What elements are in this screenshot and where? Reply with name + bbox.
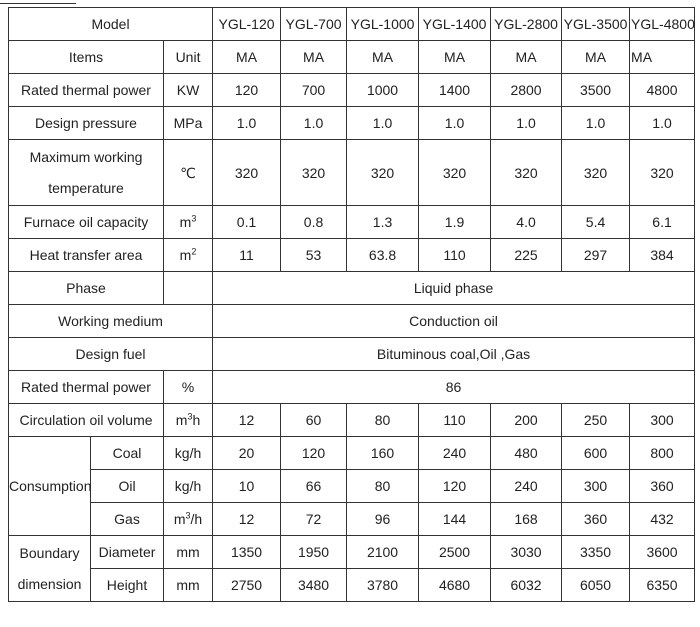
row-unit — [164, 503, 213, 536]
model-name: YGL-2800 — [491, 8, 562, 41]
row-unit: mm — [164, 569, 213, 602]
row-label: Furnace oil capacity — [9, 206, 164, 239]
row-label-line: Maximum working — [29, 148, 143, 165]
cell-value: 1.9 — [419, 206, 491, 239]
cell-value: 80 — [347, 470, 419, 503]
group-label-line: Boundary — [19, 544, 80, 561]
table-row — [9, 272, 695, 305]
cell-value: 2100 — [347, 536, 419, 569]
table-row — [9, 569, 695, 602]
row-label: Heat transfer area — [9, 239, 164, 272]
cell-value: 297 — [562, 239, 630, 272]
cell-value: 120 — [419, 470, 491, 503]
table-row — [9, 338, 695, 371]
table-row — [9, 305, 695, 338]
sub-label: Oil — [91, 470, 164, 503]
merged-value: 86 — [213, 371, 695, 404]
cell-value: 300 — [630, 404, 695, 437]
table-row — [9, 470, 695, 503]
row-label-line: temperature — [48, 179, 124, 196]
row-label: Rated thermal power — [9, 371, 164, 404]
model-name: YGL-120 — [213, 8, 281, 41]
header-model: Model — [9, 8, 213, 41]
cell-value: 6050 — [562, 569, 630, 602]
cell-value: 320 — [491, 140, 562, 206]
row-label: Phase — [9, 272, 164, 305]
model-suffix: MA — [213, 41, 281, 74]
model-name: YGL-700 — [281, 8, 347, 41]
cell-value: 600 — [562, 437, 630, 470]
cell-value: 200 — [491, 404, 562, 437]
cell-value: 3600 — [630, 536, 695, 569]
row-label: Circulation oil volume — [9, 404, 164, 437]
cell-value: 4680 — [419, 569, 491, 602]
unit-base: m — [175, 412, 188, 428]
row-unit: MPa — [164, 107, 213, 140]
cell-value: 320 — [281, 140, 347, 206]
unit-base: m — [179, 214, 192, 230]
cell-value: 240 — [419, 437, 491, 470]
group-label-line: dimension — [17, 575, 82, 592]
model-name: YGL-3500 — [562, 8, 630, 41]
unit-sup: 2 — [191, 246, 197, 257]
cell-value: 300 — [562, 470, 630, 503]
table-row — [9, 41, 695, 74]
cell-value: 320 — [213, 140, 281, 206]
row-unit — [164, 206, 213, 239]
header-items: Items — [9, 41, 164, 74]
cell-value: 320 — [562, 140, 630, 206]
cell-value: 80 — [347, 404, 419, 437]
cell-value: 3350 — [562, 536, 630, 569]
cell-value: 3780 — [347, 569, 419, 602]
row-unit: kg/h — [164, 437, 213, 470]
table-row — [9, 8, 695, 41]
cell-value: 60 — [281, 404, 347, 437]
row-label: Working medium — [9, 305, 213, 338]
row-unit: % — [164, 371, 213, 404]
cell-value: 5.4 — [562, 206, 630, 239]
cell-value: 10 — [213, 470, 281, 503]
cell-value: 320 — [419, 140, 491, 206]
table-row — [9, 536, 695, 569]
cell-value: 1400 — [419, 74, 491, 107]
unit-base: m — [173, 511, 186, 527]
cell-value: 320 — [347, 140, 419, 206]
model-suffix: MA — [281, 41, 347, 74]
cell-value: 144 — [419, 503, 491, 536]
model-name: YGL-4800 — [630, 8, 695, 41]
cell-value: 2800 — [491, 74, 562, 107]
cell-value: 1.0 — [562, 107, 630, 140]
cell-value: 1.0 — [491, 107, 562, 140]
unit-sup: 3 — [187, 411, 193, 422]
cell-value: 1350 — [213, 536, 281, 569]
table-row — [9, 239, 695, 272]
cell-value: 250 — [562, 404, 630, 437]
cell-value: 4.0 — [491, 206, 562, 239]
cell-value: 2750 — [213, 569, 281, 602]
spec-table — [8, 7, 695, 602]
row-unit — [164, 272, 213, 305]
cell-value: 4800 — [630, 74, 695, 107]
cell-value: 120 — [213, 74, 281, 107]
cell-value: 53 — [281, 239, 347, 272]
cell-value: 6350 — [630, 569, 695, 602]
model-suffix: MA — [562, 41, 630, 74]
cell-value: 11 — [213, 239, 281, 272]
row-unit: ℃ — [164, 140, 213, 206]
cell-value: 20 — [213, 437, 281, 470]
cell-value: 160 — [347, 437, 419, 470]
cell-value: 1.0 — [213, 107, 281, 140]
row-unit: kg/h — [164, 470, 213, 503]
cell-value: 360 — [630, 470, 695, 503]
cell-value: 120 — [281, 437, 347, 470]
model-suffix: MA — [347, 41, 419, 74]
cell-value: 432 — [630, 503, 695, 536]
table-row — [9, 404, 695, 437]
table-row — [9, 107, 695, 140]
merged-value: Bituminous coal,Oil ,Gas — [213, 338, 695, 371]
cell-value: 110 — [419, 239, 491, 272]
cell-value: 1.0 — [281, 107, 347, 140]
model-suffix: MA — [630, 41, 695, 74]
top-rule — [0, 3, 76, 4]
cell-value: 0.1 — [213, 206, 281, 239]
cell-value: 12 — [213, 503, 281, 536]
cell-value: 1.0 — [347, 107, 419, 140]
group-label: Consumption — [9, 437, 91, 536]
cell-value: 480 — [491, 437, 562, 470]
row-unit: mm — [164, 536, 213, 569]
cell-value: 110 — [419, 404, 491, 437]
header-unit: Unit — [164, 41, 213, 74]
row-label: Design fuel — [9, 338, 213, 371]
cell-value: 3500 — [562, 74, 630, 107]
table-row — [9, 371, 695, 404]
row-unit — [164, 404, 213, 437]
cell-value: 800 — [630, 437, 695, 470]
cell-value: 72 — [281, 503, 347, 536]
cell-value: 2500 — [419, 536, 491, 569]
cell-value: 1000 — [347, 74, 419, 107]
row-unit — [164, 239, 213, 272]
cell-value: 700 — [281, 74, 347, 107]
cell-value: 3480 — [281, 569, 347, 602]
model-suffix: MA — [419, 41, 491, 74]
unit-sup: 3 — [185, 510, 191, 521]
unit-sup: 3 — [191, 213, 197, 224]
cell-value: 12 — [213, 404, 281, 437]
sub-label: Diameter — [91, 536, 164, 569]
unit-base: m — [179, 247, 192, 263]
sub-label: Coal — [91, 437, 164, 470]
cell-value: 225 — [491, 239, 562, 272]
table-row — [9, 74, 695, 107]
cell-value: 240 — [491, 470, 562, 503]
row-label — [9, 140, 164, 206]
cell-value: 1.3 — [347, 206, 419, 239]
table-row — [9, 140, 695, 206]
cell-value: 384 — [630, 239, 695, 272]
unit-tail: /h — [190, 511, 203, 527]
cell-value: 6032 — [491, 569, 562, 602]
merged-value: Liquid phase — [213, 272, 695, 305]
unit-tail: h — [192, 412, 201, 428]
cell-value: 168 — [491, 503, 562, 536]
row-label: Rated thermal power — [9, 74, 164, 107]
cell-value: 96 — [347, 503, 419, 536]
row-unit: KW — [164, 74, 213, 107]
cell-value: 6.1 — [630, 206, 695, 239]
group-label — [9, 536, 91, 602]
cell-value: 66 — [281, 470, 347, 503]
cell-value: 1.0 — [630, 107, 695, 140]
cell-value: 1950 — [281, 536, 347, 569]
table-row — [9, 437, 695, 470]
model-suffix: MA — [491, 41, 562, 74]
table-row — [9, 503, 695, 536]
merged-value: Conduction oil — [213, 305, 695, 338]
row-label: Design pressure — [9, 107, 164, 140]
cell-value: 1.0 — [419, 107, 491, 140]
cell-value: 3030 — [491, 536, 562, 569]
cell-value: 63.8 — [347, 239, 419, 272]
model-name: YGL-1400 — [419, 8, 491, 41]
table-row — [9, 206, 695, 239]
sub-label: Height — [91, 569, 164, 602]
cell-value: 0.8 — [281, 206, 347, 239]
cell-value: 360 — [562, 503, 630, 536]
cell-value: 320 — [630, 140, 695, 206]
model-name: YGL-1000 — [347, 8, 419, 41]
sub-label: Gas — [91, 503, 164, 536]
